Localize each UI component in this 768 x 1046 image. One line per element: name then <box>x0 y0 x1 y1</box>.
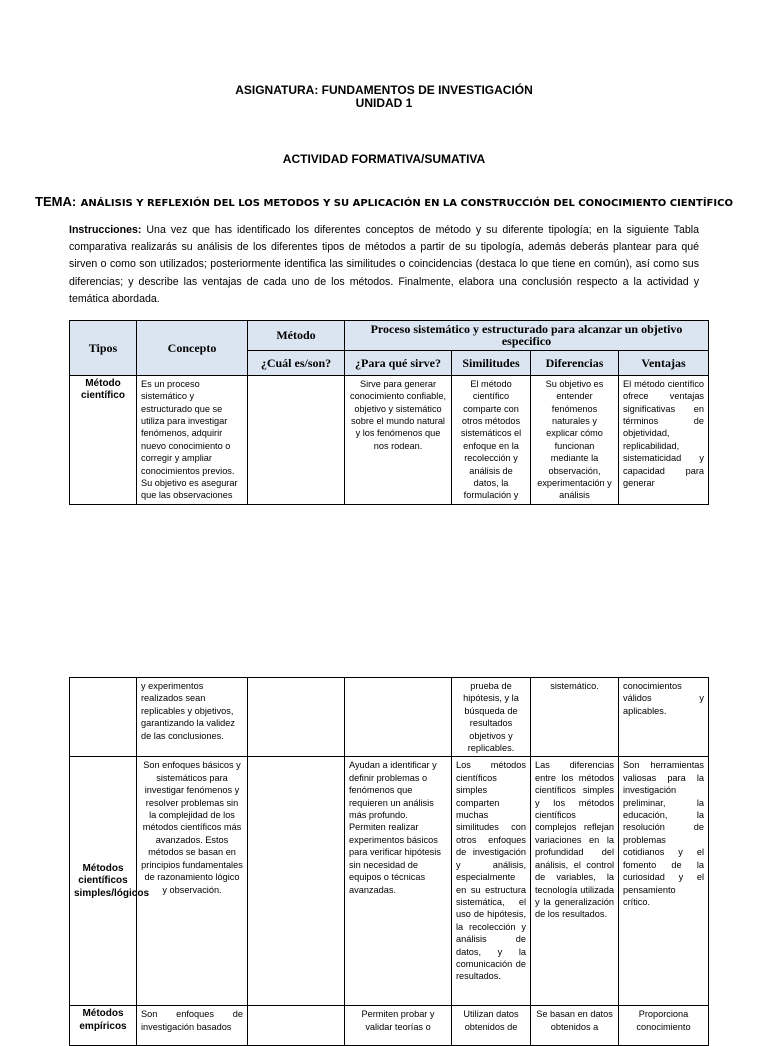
comparison-table-continued <box>69 677 709 1046</box>
subject-title: ASIGNATURA: FUNDAMENTOS DE INVESTIGACIÓN <box>235 83 533 97</box>
cell-cual <box>248 678 345 757</box>
cell-para-que <box>345 678 452 757</box>
cell-concepto: Es un proceso sistemático y estructurado que se utiliza para investigar fenómenos, adquirir nuevo conocimiento o corregir y ampliar conocimientos previos. Su objetivo es asegurar que las observaciones <box>137 375 248 504</box>
cell-cual <box>248 757 345 1006</box>
cell-similitudes: El método científico comparte con otros métodos sistemáticos el enfoque en la recolección y análisis de datos, la formulación y <box>452 375 531 504</box>
header-ventajas: Ventajas <box>619 350 709 375</box>
cell-concepto: Son enfoques de investigación basados <box>137 1006 248 1046</box>
cell-concepto: Son enfoques básicos y sistemáticos para investigar fenómenos y resolver problemas sin la complejidad de los métodos científicos más avanzados. Estos métodos se basan en principios fundamentales de razonamiento lógico y observación. <box>137 757 248 1006</box>
header-row-1 <box>70 321 709 351</box>
topic-heading <box>0 193 768 211</box>
row-type-continued <box>70 678 137 757</box>
instructions-paragraph <box>69 222 699 308</box>
instructions-label: Instrucciones: <box>69 224 142 236</box>
header-tipos: Tipos <box>70 321 137 376</box>
cell-diferencias: Las diferencias entre los métodos científicos simples y los métodos científicos complejos reflejan variaciones en la profundidad del análisis, el control de variables, la tecnología utilizada y la generalización de los resultados. <box>531 757 619 1006</box>
cell-ventajas: Son herramientas valiosas para la investigación preliminar, la educación, la resolución de problemas cotidianos y el fomento de la curiosidad y el pensamiento crítico. <box>619 757 709 1006</box>
cell-diferencias: Se basan en datos obtenidos a <box>531 1006 619 1046</box>
cell-similitudes: prueba de hipótesis, y la búsqueda de resultados objetivos y replicables. <box>452 678 531 757</box>
cell-diferencias: sistemático. <box>531 678 619 757</box>
topic-label: TEMA: <box>35 194 77 209</box>
comparison-table <box>69 320 709 505</box>
cell-ventajas: Proporciona conocimiento <box>619 1006 709 1046</box>
header-metodo: Método <box>248 321 345 351</box>
header-diferencias: Diferencias <box>531 350 619 375</box>
cell-para-que: Sirve para generar conocimiento confiable, objetivo y sistemático sobre el mundo natural y los fenómenos que nos rodean. <box>345 375 452 504</box>
cell-cual <box>248 1006 345 1046</box>
unit-title: UNIDAD 1 <box>355 96 413 110</box>
header-concepto: Concepto <box>137 321 248 376</box>
cell-para-que: Ayudan a identificar y definir problemas o fenómenos que requieren un análisis más profundo. Permiten realizar experimentos básicos para verificar hipótesis sin necesidad de equipos o técnicas avanzadas. <box>345 757 452 1006</box>
instructions-text: Una vez que has identificado los diferentes conceptos de método y su diferente tipología; en la siguiente Tabla comparativa realizarás su análisis de los diferentes tipos de métodos a partir de su tipología, además deberás plantear para qué sirven o como son utilizados; posteriormente identifica las similitudes o coincidencias (destaca lo que tiene en común), así como sus diferencias; y describe las ventajas de cada uno de los métodos. Finalmente, elabora una conclusión respecto a la actividad y temática abordada. <box>69 224 699 305</box>
row-type-metodos-empiricos: Métodos empíricos <box>70 1006 137 1046</box>
cell-cual <box>248 375 345 504</box>
cell-ventajas: El método científico ofrece ventajas significativas en términos de objetividad, replicabilidad, sistematicidad y capacidad para generar <box>619 375 709 504</box>
table-row <box>70 678 709 757</box>
row-type-metodos-simples: Métodos científicos simples/lógicos <box>70 757 137 1006</box>
cell-para-que: Permiten probar y validar teorías o <box>345 1006 452 1046</box>
header-cual: ¿Cuál es/son? <box>248 350 345 375</box>
cell-similitudes: Utilizan datos obtenidos de <box>452 1006 531 1046</box>
cell-ventajas: conocimientos válidos y aplicables. <box>619 678 709 757</box>
row-type-metodo-cientifico: Método científico <box>70 375 137 504</box>
header-para-que: ¿Para qué sirve? <box>345 350 452 375</box>
table-row <box>70 375 709 504</box>
table-row <box>70 1006 709 1046</box>
table-row <box>70 757 709 1006</box>
cell-concepto: y experimentos realizados sean replicables y objetivos, garantizando la validez de las conclusiones. <box>137 678 248 757</box>
activity-title: ACTIVIDAD FORMATIVA/SUMATIVA <box>282 152 486 166</box>
cell-diferencias: Su objetivo es entender fenómenos naturales y explicar cómo funcionan mediante la observación, experimentación y análisis <box>531 375 619 504</box>
header-similitudes: Similitudes <box>452 350 531 375</box>
header-proceso: Proceso sistemático y estructurado para alcanzar un objetivo especifico <box>345 321 709 351</box>
cell-similitudes: Los métodos científicos simples comparten muchas similitudes con otros enfoques de investigación y análisis, especialmente en su estructura sistemática, el uso de hipótesis, la recolección y análisis de datos, y la comunicación de resultados. <box>452 757 531 1006</box>
topic-text: ANÁLISIS Y REFLEXIÓN DEL LOS METODOS Y SU APLICACIÓN EN LA CONSTRUCCIÓN DEL CONOCIMIENTO CIENTÍFICO <box>80 198 733 209</box>
